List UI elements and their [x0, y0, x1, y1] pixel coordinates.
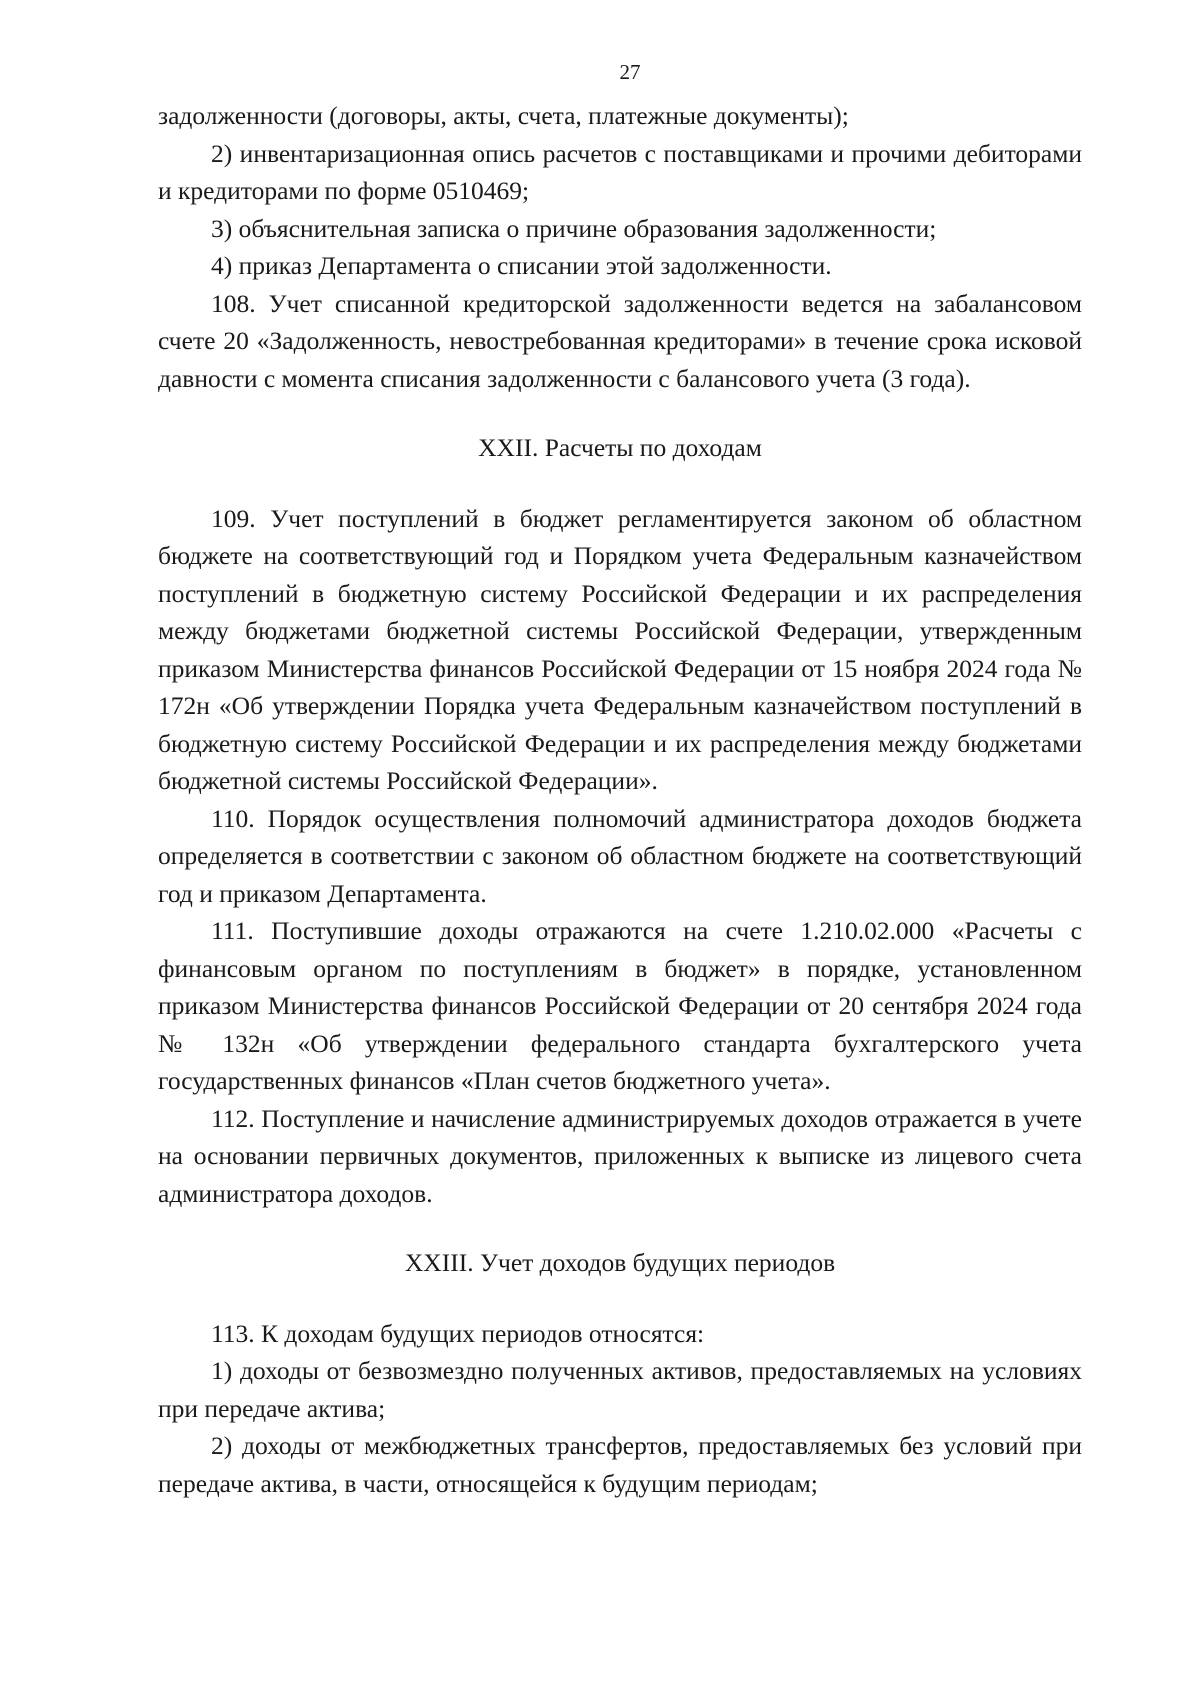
list-item-gratuitous-assets: 1) доходы от безвозмездно полученных активов, предоставляемых на условиях при передаче актива;	[158, 1356, 1082, 1423]
paragraph-111: 111. Поступившие доходы отражаются на счете 1.210.02.000 «Расчеты с финансовым органом по поступлениям в бюджет» в порядке, установленном приказом Министерства финансов Российской Федерации от 20 сентября 2024 года № 132н «Об утверждении федерального стандарта бухгалтерского учета государственных финансов «План счетов бюджетного учета».	[158, 916, 1082, 1095]
list-item-explanatory-note: 3) объяснительная записка о причине образования задолженности;	[211, 213, 937, 243]
page-number: 27	[619, 60, 641, 84]
list-item-order: 4) приказ Департамента о списании этой задолженности.	[211, 251, 832, 280]
paragraph-108: 108. Учет списанной кредиторской задолженности ведется на забалансовом счете 20 «Задолженность, невостребованная кредиторами» в течение срока исковой давности с момента списания задолженности с балансового учета (3 года).	[158, 288, 1082, 393]
paragraph-110: 110. Порядок осуществления полномочий администратора доходов бюджета определяется в соответствии с законом об областном бюджете на соответствующий год и приказом Департамента.	[158, 803, 1082, 908]
section-heading-xxiii: XXIII. Учет доходов будущих периодов	[404, 1248, 836, 1277]
list-item-inventory: 2) инвентаризационная опись расчетов с поставщиками и прочими дебиторами и кредиторами по форме 0510469;	[158, 138, 1082, 205]
paragraph-debt-documents: задолженности (договоры, акты, счета, платежные документы);	[158, 101, 849, 130]
paragraph-113: 113. К доходам будущих периодов относятся:	[211, 1318, 705, 1348]
section-heading-xxii: XXII. Расчеты по доходам	[478, 433, 762, 462]
list-item-interbudget-transfers: 2) доходы от межбюджетных трансфертов, предоставляемых без условий при передаче актива, в части, относящейся к будущим периодам;	[158, 1431, 1082, 1498]
paragraph-112: 112. Поступление и начисление администрируемых доходов отражается в учете на основании первичных документов, приложенных к выписке из лицевого счета администратора доходов.	[158, 1103, 1082, 1208]
paragraph-109: 109. Учет поступлений в бюджет регламентируется законом об областном бюджете на соответствующий год и Порядком учета Федеральным казначейством поступлений в бюджетную систему Российской Федерации и их распределения между бюджетами бюджетной системы Российской Федерации, утвержденным приказом Министерства финансов Российской Федерации от 15 ноября 2024 года № 172н «Об утверждении Порядка учета Федеральным казначейством поступлений в бюджетную систему Российской Федерации и их распределения между бюджетами бюджетной системы Российской Федерации».	[158, 503, 1082, 795]
